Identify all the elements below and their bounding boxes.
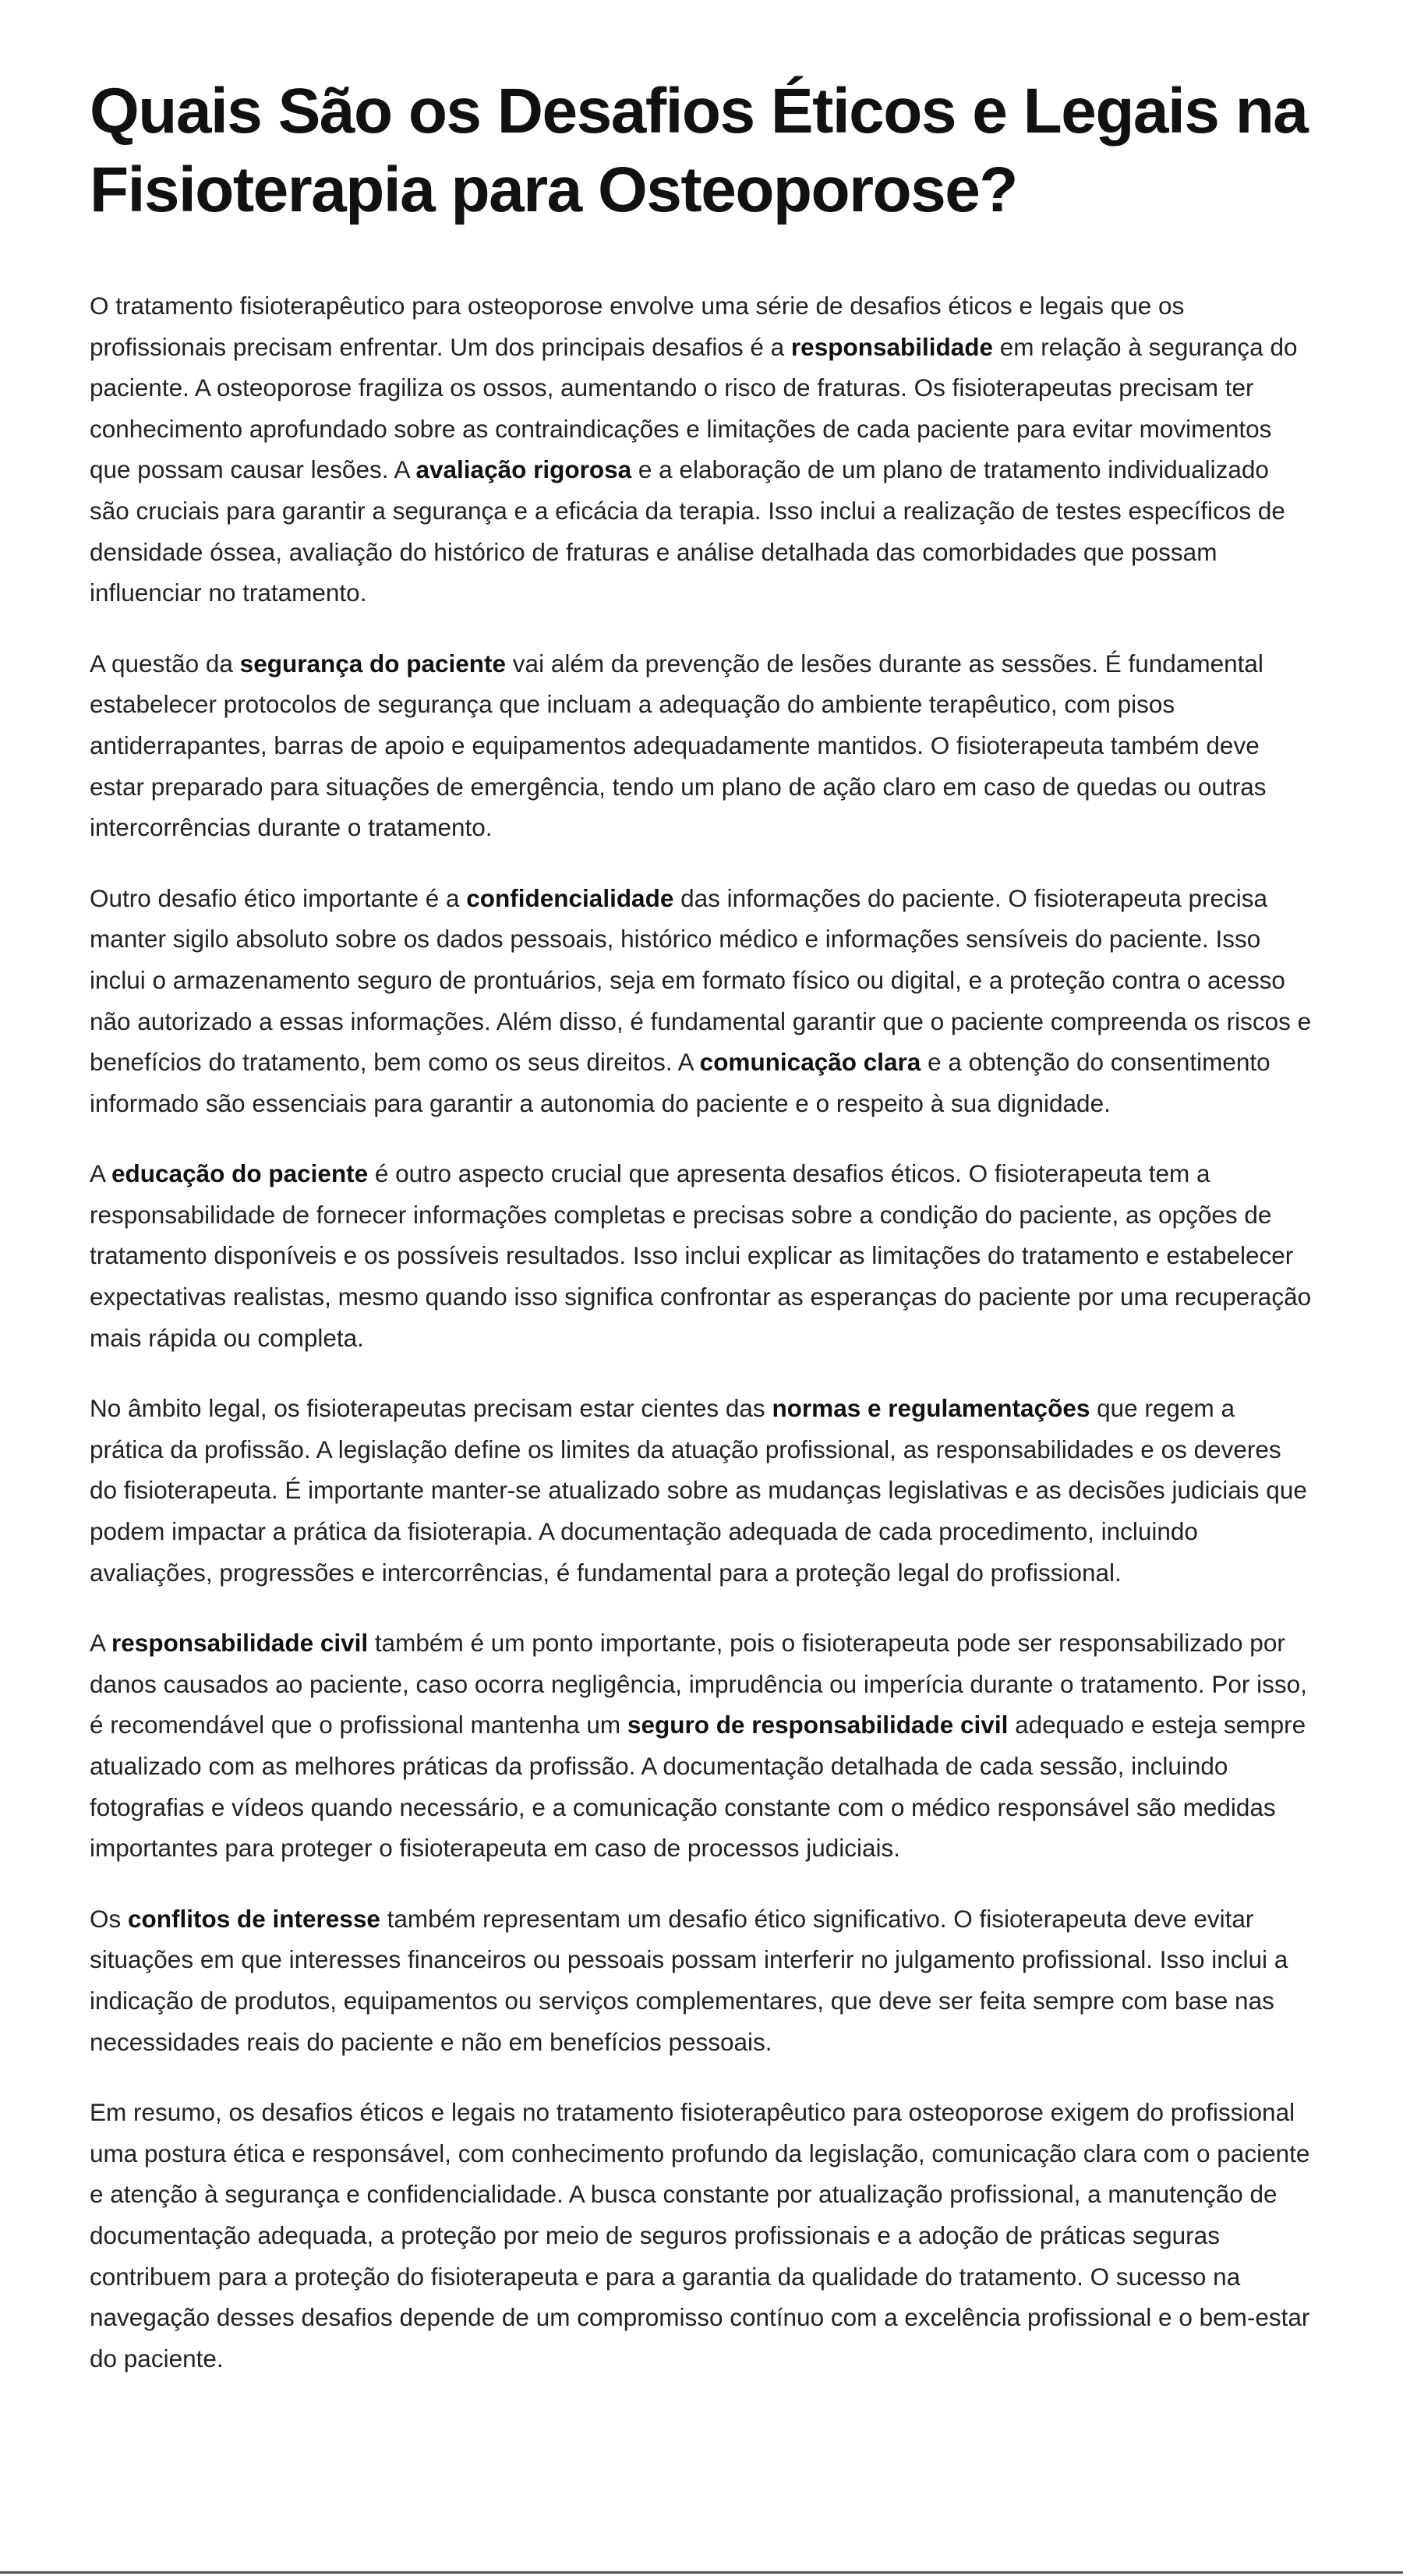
article-title: Quais São os Desafios Éticos e Legais na Fisioterapia para Osteoporose? [90,76,1308,225]
text-run: vai além da prevenção de lesões durante as sessões. É fundamental estabelecer protocolos de segurança que incluam a adequação do ambiente terapêutico, com pisos antiderrapantes, barras de apoio e equipamentos adequadamente mantidos. O fisioterapeuta também deve estar preparado para situações de emergência, tendo um plano de ação claro em caso de quedas ou outras intercorrências durante o tratamento. [90,649,1267,842]
paragraph-4 [90,1153,1313,1358]
text-run: que regem a prática da profissão. A legislação define os limites da atuação profissional, as responsabilidades e os deveres do fisioterapeuta. É importante manter-se atualizado sobre as mudanças legislativas e as decisões judiciais que podem impactar a prática da fisioterapia. A documentação adequada de cada procedimento, incluindo avaliações, progressões e intercorrências, é fundamental para a proteção legal do profissional. [90,1394,1307,1587]
bottom-divider [0,2571,1403,2574]
text-run: também representam um desafio ético significativo. O fisioterapeuta deve evitar situações em que interesses financeiros ou pessoais possam interferir no julgamento profissional. Isso inclui a indicação de produtos, equipamentos ou serviços complementares, que deve ser feita sempre com base nas necessidades reais do paciente e não em benefícios pessoais. [90,1904,1288,2056]
text-run: No âmbito legal, os fisioterapeutas precisam estar cientes das [90,1394,772,1423]
bold-term: responsabilidade civil [111,1629,369,1658]
bold-term: avaliação rigorosa [415,455,632,484]
text-run: em relação à segurança do paciente. A osteoporose fragiliza os ossos, aumentando o risco de fraturas. Os fisioterapeutas precisam ter conhecimento aprofundado sobre as contraindicações e limitações de cada paciente para evitar movimentos que possam causar lesões. A [90,332,1298,484]
bold-term: seguro de responsabilidade civil [627,1711,1009,1739]
bold-term: responsabilidade [790,332,993,361]
paragraph-3 [90,878,1313,1124]
text-run: também é um ponto importante, pois o fisioterapeuta pode ser responsabilizado por danos causados ao paciente, caso ocorra negligência, imprudência ou imperícia durante o tratamento. Por isso, é recomendável que o profissional mantenha um [90,1629,1307,1739]
text-run: A questão da [90,649,240,678]
paragraph-1 [90,285,1313,614]
paragraph-5 [90,1388,1313,1593]
bold-term: educação do paciente [111,1159,369,1188]
text-run: A [90,1629,112,1658]
text-run: das informações do paciente. O fisioterapeuta precisa manter sigilo absoluto sobre os dados pessoais, histórico médico e informações sensíveis do paciente. Isso inclui o armazenamento seguro de prontuários, seja em formato físico ou digital, e a proteção contra o acesso não autorizado a essas informações. Além disso, é fundamental garantir que o paciente compreenda os riscos e benefícios do tratamento, bem como os seus direitos. A [90,883,1312,1077]
text-run: Em resumo, os desafios éticos e legais no tratamento fisioterapêutico para osteoporose exigem do profissional uma postura ética e responsável, com conhecimento profundo da legislação, comunicação clara com o paciente e atenção à segurança e confidencialidade. A busca constante por atualização profissional, a manutenção de documentação adequada, a proteção por meio de seguros profissionais e a adoção de práticas seguras contribuem para a proteção do fisioterapeuta e para a garantia da qualidade do tratamento. O sucesso na navegação desses desafios depende de um compromisso contínuo com a excelência profissional e o bem-estar do paciente. [90,2098,1310,2373]
bold-term: normas e regulamentações [772,1394,1090,1423]
paragraph-7 [90,1898,1313,2062]
text-run: Os [90,1904,129,1933]
text-run: A [90,1159,112,1188]
bold-term: confidencialidade [466,883,674,912]
text-run: e a obtenção do consentimento informado são essenciais para garantir a autonomia do paciente e o respeito à sua dignidade. [90,1048,1270,1117]
paragraph-6 [90,1622,1313,1869]
text-run: Outro desafio ético importante é a [90,883,467,912]
text-run: O tratamento fisioterapêutico para osteoporose envolve uma série de desafios éticos e legais que os profissionais precisam enfrentar. Um dos principais desafios é a [90,292,1185,361]
paragraph-8 [90,2092,1313,2379]
bold-term: comunicação clara [699,1048,921,1077]
text-run: e a elaboração de um plano de tratamento individualizado são cruciais para garantir a segurança e a eficácia da terapia. Isso inclui a realização de testes específicos de densidade óssea, avaliação do histórico de fraturas e análise detalhada das comorbidades que possam influenciar no tratamento. [90,455,1285,607]
bold-term: segurança do paciente [239,649,507,678]
article-body [90,285,1313,2379]
bold-term: conflitos de interesse [128,1904,380,1933]
text-run: é outro aspecto crucial que apresenta desafios éticos. O fisioterapeuta tem a responsabilidade de fornecer informações completas e precisas sobre a condição do paciente, as opções de tratamento disponíveis e os possíveis resultados. Isso inclui explicar as limitações do tratamento e estabelecer expectativas realistas, mesmo quando isso significa confrontar as esperanças do paciente por uma recuperação mais rápida ou completa. [90,1159,1312,1352]
article [90,72,1313,2408]
text-run: adequado e esteja sempre atualizado com as melhores práticas da profissão. A documentação detalhada de cada sessão, incluindo fotografias e vídeos quando necessário, e a comunicação constante com o médico responsável são medidas importantes para proteger o fisioterapeuta em caso de processos judiciais. [90,1711,1306,1863]
paragraph-2 [90,643,1313,848]
